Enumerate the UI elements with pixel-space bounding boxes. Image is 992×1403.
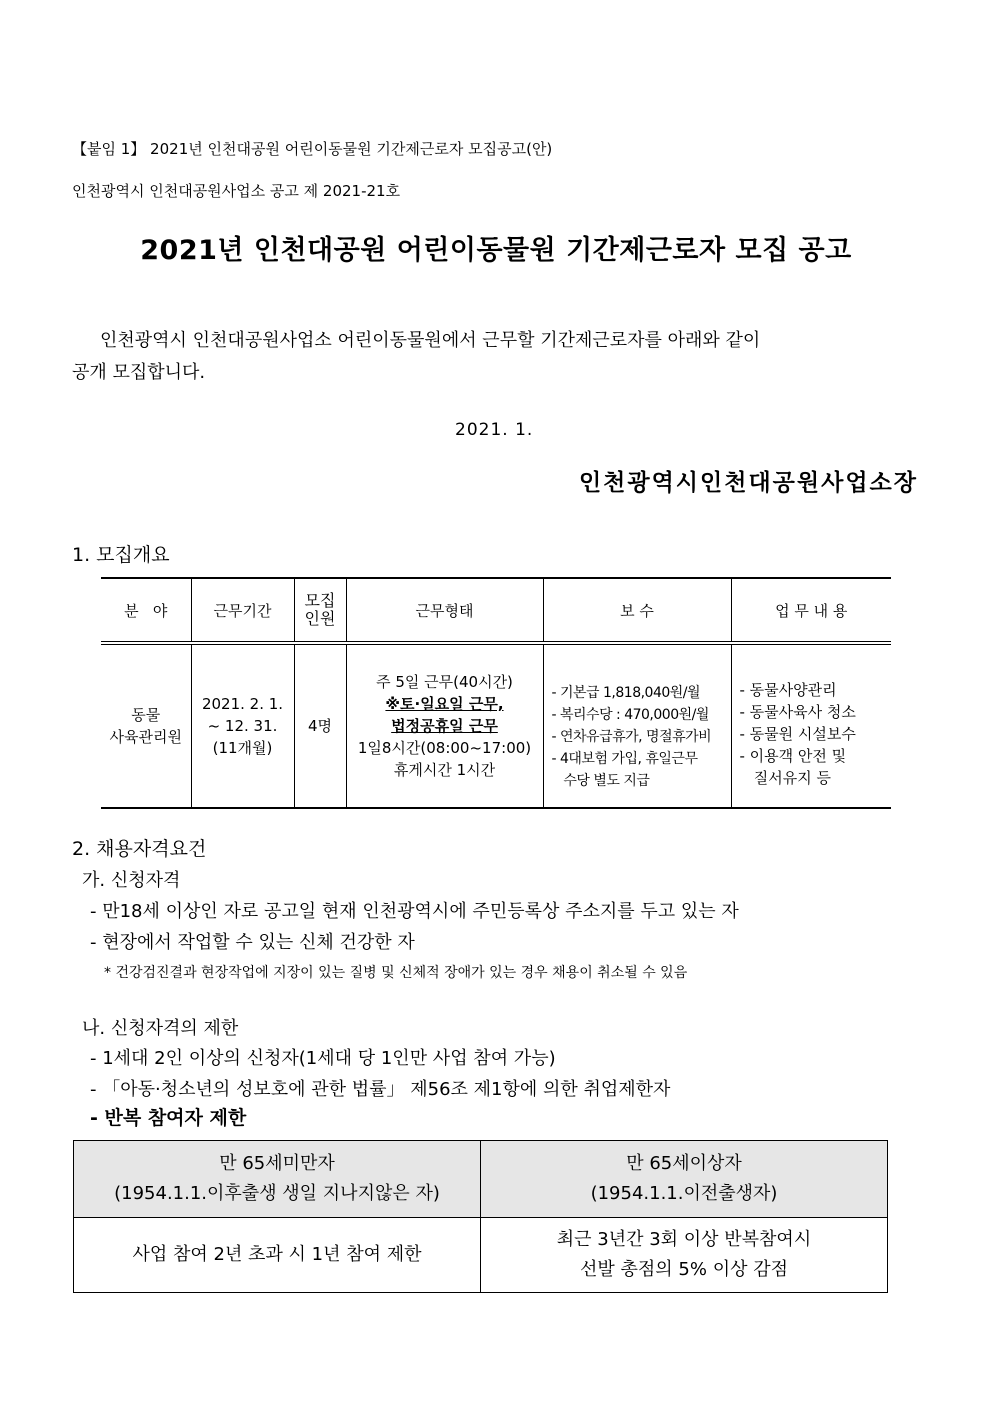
notice-number: 인천광역시 인천대공원사업소 공고 제 2021-21호 [72,182,401,200]
intro-line-2: 공개 모집합니다. [72,362,206,383]
section-2-heading: 2. 채용자격요건 [72,838,207,860]
page-title: 2021년 인천대공원 어린이동물원 기간제근로자 모집 공고 [140,235,852,266]
header-over-65: 만 65세이상자 (1954.1.1.이전출생자) [481,1141,888,1218]
attachment-label: 【붙임 1】 2021년 인천대공원 어린이동물원 기간제근로자 모집공고(안) [72,140,553,158]
list-item: - 반복 참여자 제한 [90,1107,247,1129]
header-pay: 보 수 [543,578,731,643]
list-item: - 「아동·청소년의 성보호에 관한 법률」 제56조 제1항에 의한 취업제한자 [90,1079,671,1100]
header-count: 모집 인원 [294,578,346,643]
table-row [101,643,891,808]
cell-duties: - 동물사양관리 - 동물사육사 청소 - 동물원 시설보수 - 이용객 안전 및 질서유지 등 [731,643,891,808]
cell-over-65-rule: 최근 3년간 3회 이상 반복참여시 선발 총점의 5% 이상 감점 [481,1218,888,1293]
table-row [74,1218,888,1293]
notice-date: 2021. 1. [455,420,534,440]
repeat-participant-table [73,1140,888,1293]
header-under-65: 만 65세미만자 (1954.1.1.이후출생 생일 지나지않은 자) [74,1141,481,1218]
subsection-na: 나. 신청자격의 제한 [82,1018,239,1039]
cell-work-type: 주 5일 근무(40시간) ※토·일요일 근무, 법정공휴일 근무 1일8시간(08:00~17:00) 휴게시간 1시간 [346,643,543,808]
header-field: 분 야 [101,578,191,643]
subsection-ga: 가. 신청자격 [82,870,181,891]
header-duties: 업 무 내 용 [731,578,891,643]
recruitment-overview-table [101,577,891,809]
intro-line-1: 인천광역시 인천대공원사업소 어린이동물원에서 근무할 기간제근로자를 아래와 같이 [100,330,761,351]
health-note: * 건강검진결과 현장작업에 지장이 있는 질병 및 신체적 장애가 있는 경우 채용이 취소될 수 있음 [104,965,688,981]
list-item: - 1세대 2인 이상의 신청자(1세대 당 1인만 사업 참여 가능) [90,1048,556,1069]
header-period: 근무기간 [191,578,294,643]
cell-field: 동물 사육관리원 [101,643,191,808]
cell-under-65-rule: 사업 참여 2년 초과 시 1년 참여 제한 [74,1218,481,1293]
list-item: - 현장에서 작업할 수 있는 신체 건강한 자 [90,932,415,953]
cell-pay: - 기본급 1,818,040원/월 - 복리수당 : 470,000원/월 - 연차유급휴가, 명절휴가비 - 4대보험 가입, 휴일근무 수당 별도 지급 [543,643,731,808]
list-item: - 만18세 이상인 자로 공고일 현재 인천광역시에 주민등록상 주소지를 두고 있는 자 [90,901,739,922]
signer: 인천광역시인천대공원사업소장 [578,470,918,496]
cell-count: 4명 [294,643,346,808]
cell-period: 2021. 2. 1. ~ 12. 31. (11개월) [191,643,294,808]
section-1-heading: 1. 모집개요 [72,544,170,566]
header-work-type: 근무형태 [346,578,543,643]
